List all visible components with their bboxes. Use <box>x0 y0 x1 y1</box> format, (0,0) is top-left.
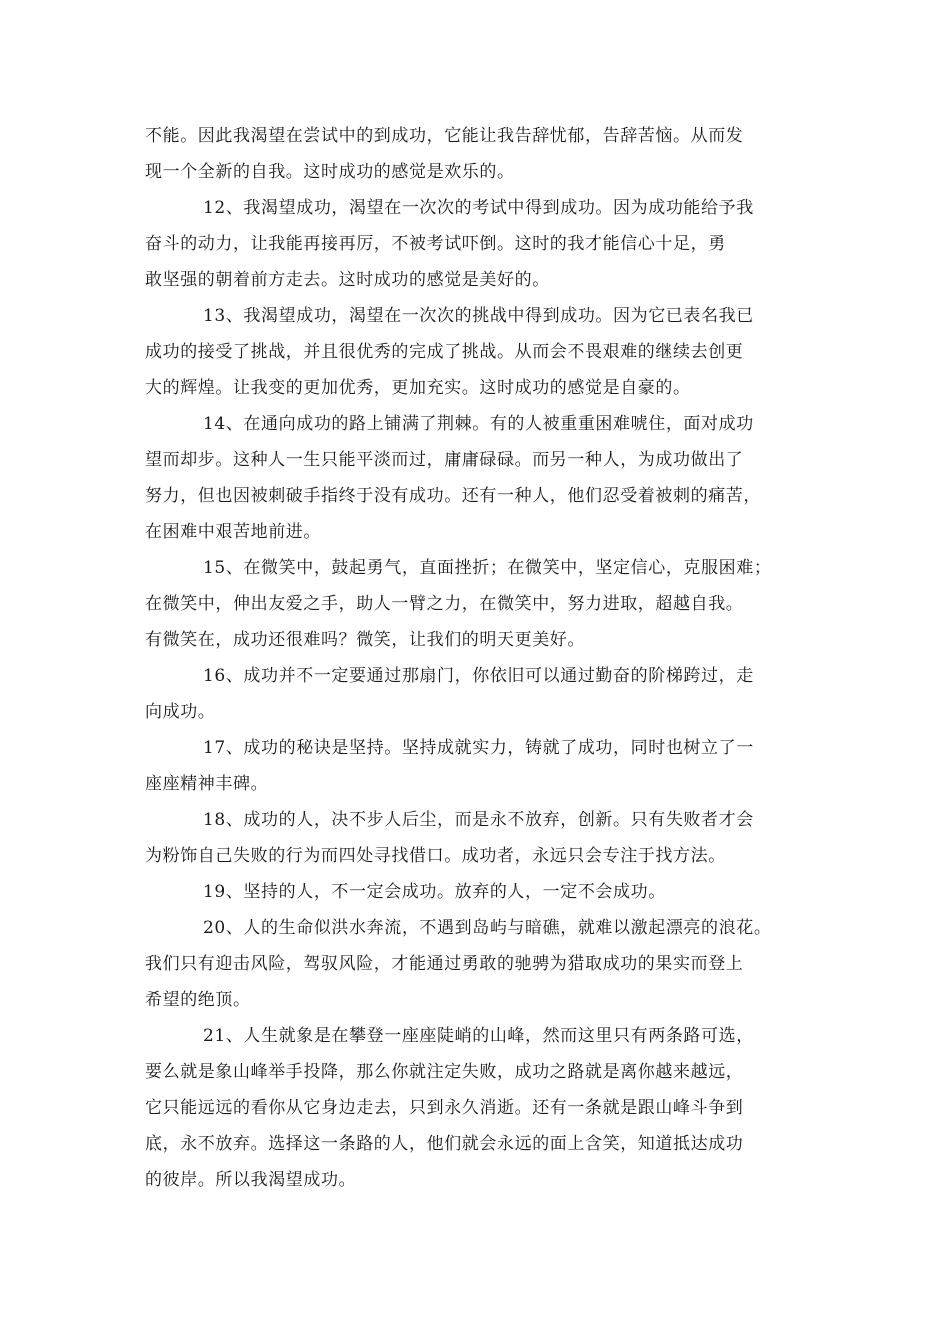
paragraph-first-line: 13、我渴望成功，渴望在一次次的挑战中得到成功。因为它已表名我已 <box>203 306 754 326</box>
text-line: 在困难中艰苦地前进。 <box>145 522 321 542</box>
text-line: 为粉饰自己失败的行为而四处寻找借口。成功者，永远只会专注于找方法。 <box>145 846 726 866</box>
text-line: 向成功。 <box>145 702 216 722</box>
paragraph-first-line: 20、人的生命似洪水奔流，不遇到岛屿与暗礁，就难以激起漂亮的浪花。 <box>203 918 772 938</box>
text-line: 努力，但也因被刺破手指终于没有成功。还有一种人，他们忍受着被刺的痛苦， <box>145 486 761 506</box>
text-line: 望而却步。这种人一生只能平淡而过，庸庸碌碌。而另一种人，为成功做出了 <box>145 450 744 470</box>
text-line: 不能。因此我渴望在尝试中的到成功，它能让我告辞忧郁，告辞苦恼。从而发 <box>145 126 744 146</box>
text-line: 它只能远远的看你从它身边走去，只到永久消逝。还有一条就是跟山峰斗争到 <box>145 1098 744 1118</box>
text-line: 有微笑在，成功还很难吗？微笑，让我们的明天更美好。 <box>145 630 585 650</box>
text-line: 我们只有迎击风险，驾驭风险，才能通过勇敢的驰骋为猎取成功的果实而登上 <box>145 954 744 974</box>
text-line: 成功的接受了挑战，并且很优秀的完成了挑战。从而会不畏艰难的继续去创更 <box>145 342 744 362</box>
text-line: 要么就是象山峰举手投降，那么你就注定失败，成功之路就是离你越来越远， <box>145 1062 744 1082</box>
paragraph-first-line: 14、在通向成功的路上铺满了荆棘。有的人被重重困难唬住，面对成功 <box>203 414 754 434</box>
text-line: 底，永不放弃。选择这一条路的人，他们就会永远的面上含笑，知道抵达成功 <box>145 1134 744 1154</box>
paragraph-first-line: 12、我渴望成功，渴望在一次次的考试中得到成功。因为成功能给予我 <box>203 198 754 218</box>
paragraph-first-line: 21、人生就象是在攀登一座座陡峭的山峰，然而这里只有两条路可选， <box>203 1026 754 1046</box>
paragraph-first-line: 15、在微笑中，鼓起勇气，直面挫折；在微笑中，坚定信心，克服困难； <box>203 558 772 578</box>
text-line: 的彼岸。所以我渴望成功。 <box>145 1170 357 1190</box>
paragraph-first-line: 17、成功的秘诀是坚持。坚持成就实力，铸就了成功，同时也树立了一 <box>203 738 754 758</box>
paragraph-first-line: 19、坚持的人，不一定会成功。放弃的人，一定不会成功。 <box>203 882 666 902</box>
text-line: 现一个全新的自我。这时成功的感觉是欢乐的。 <box>145 162 515 182</box>
text-line: 座座精神丰碑。 <box>145 774 269 794</box>
text-line: 敢坚强的朝着前方走去。这时成功的感觉是美好的。 <box>145 270 550 290</box>
text-line: 在微笑中，伸出友爱之手，助人一臂之力，在微笑中，努力进取，超越自我。 <box>145 594 744 614</box>
text-line: 大的辉煌。让我变的更加优秀，更加充实。这时成功的感觉是自豪的。 <box>145 378 691 398</box>
text-line: 希望的绝顶。 <box>145 990 251 1010</box>
paragraph-first-line: 16、成功并不一定要通过那扇门，你依旧可以通过勤奋的阶梯跨过，走 <box>203 666 754 686</box>
paragraph-first-line: 18、成功的人，决不步人后尘，而是永不放弃，创新。只有失败者才会 <box>203 810 754 830</box>
text-line: 奋斗的动力，让我能再接再厉，不被考试吓倒。这时的我才能信心十足，勇 <box>145 234 726 254</box>
